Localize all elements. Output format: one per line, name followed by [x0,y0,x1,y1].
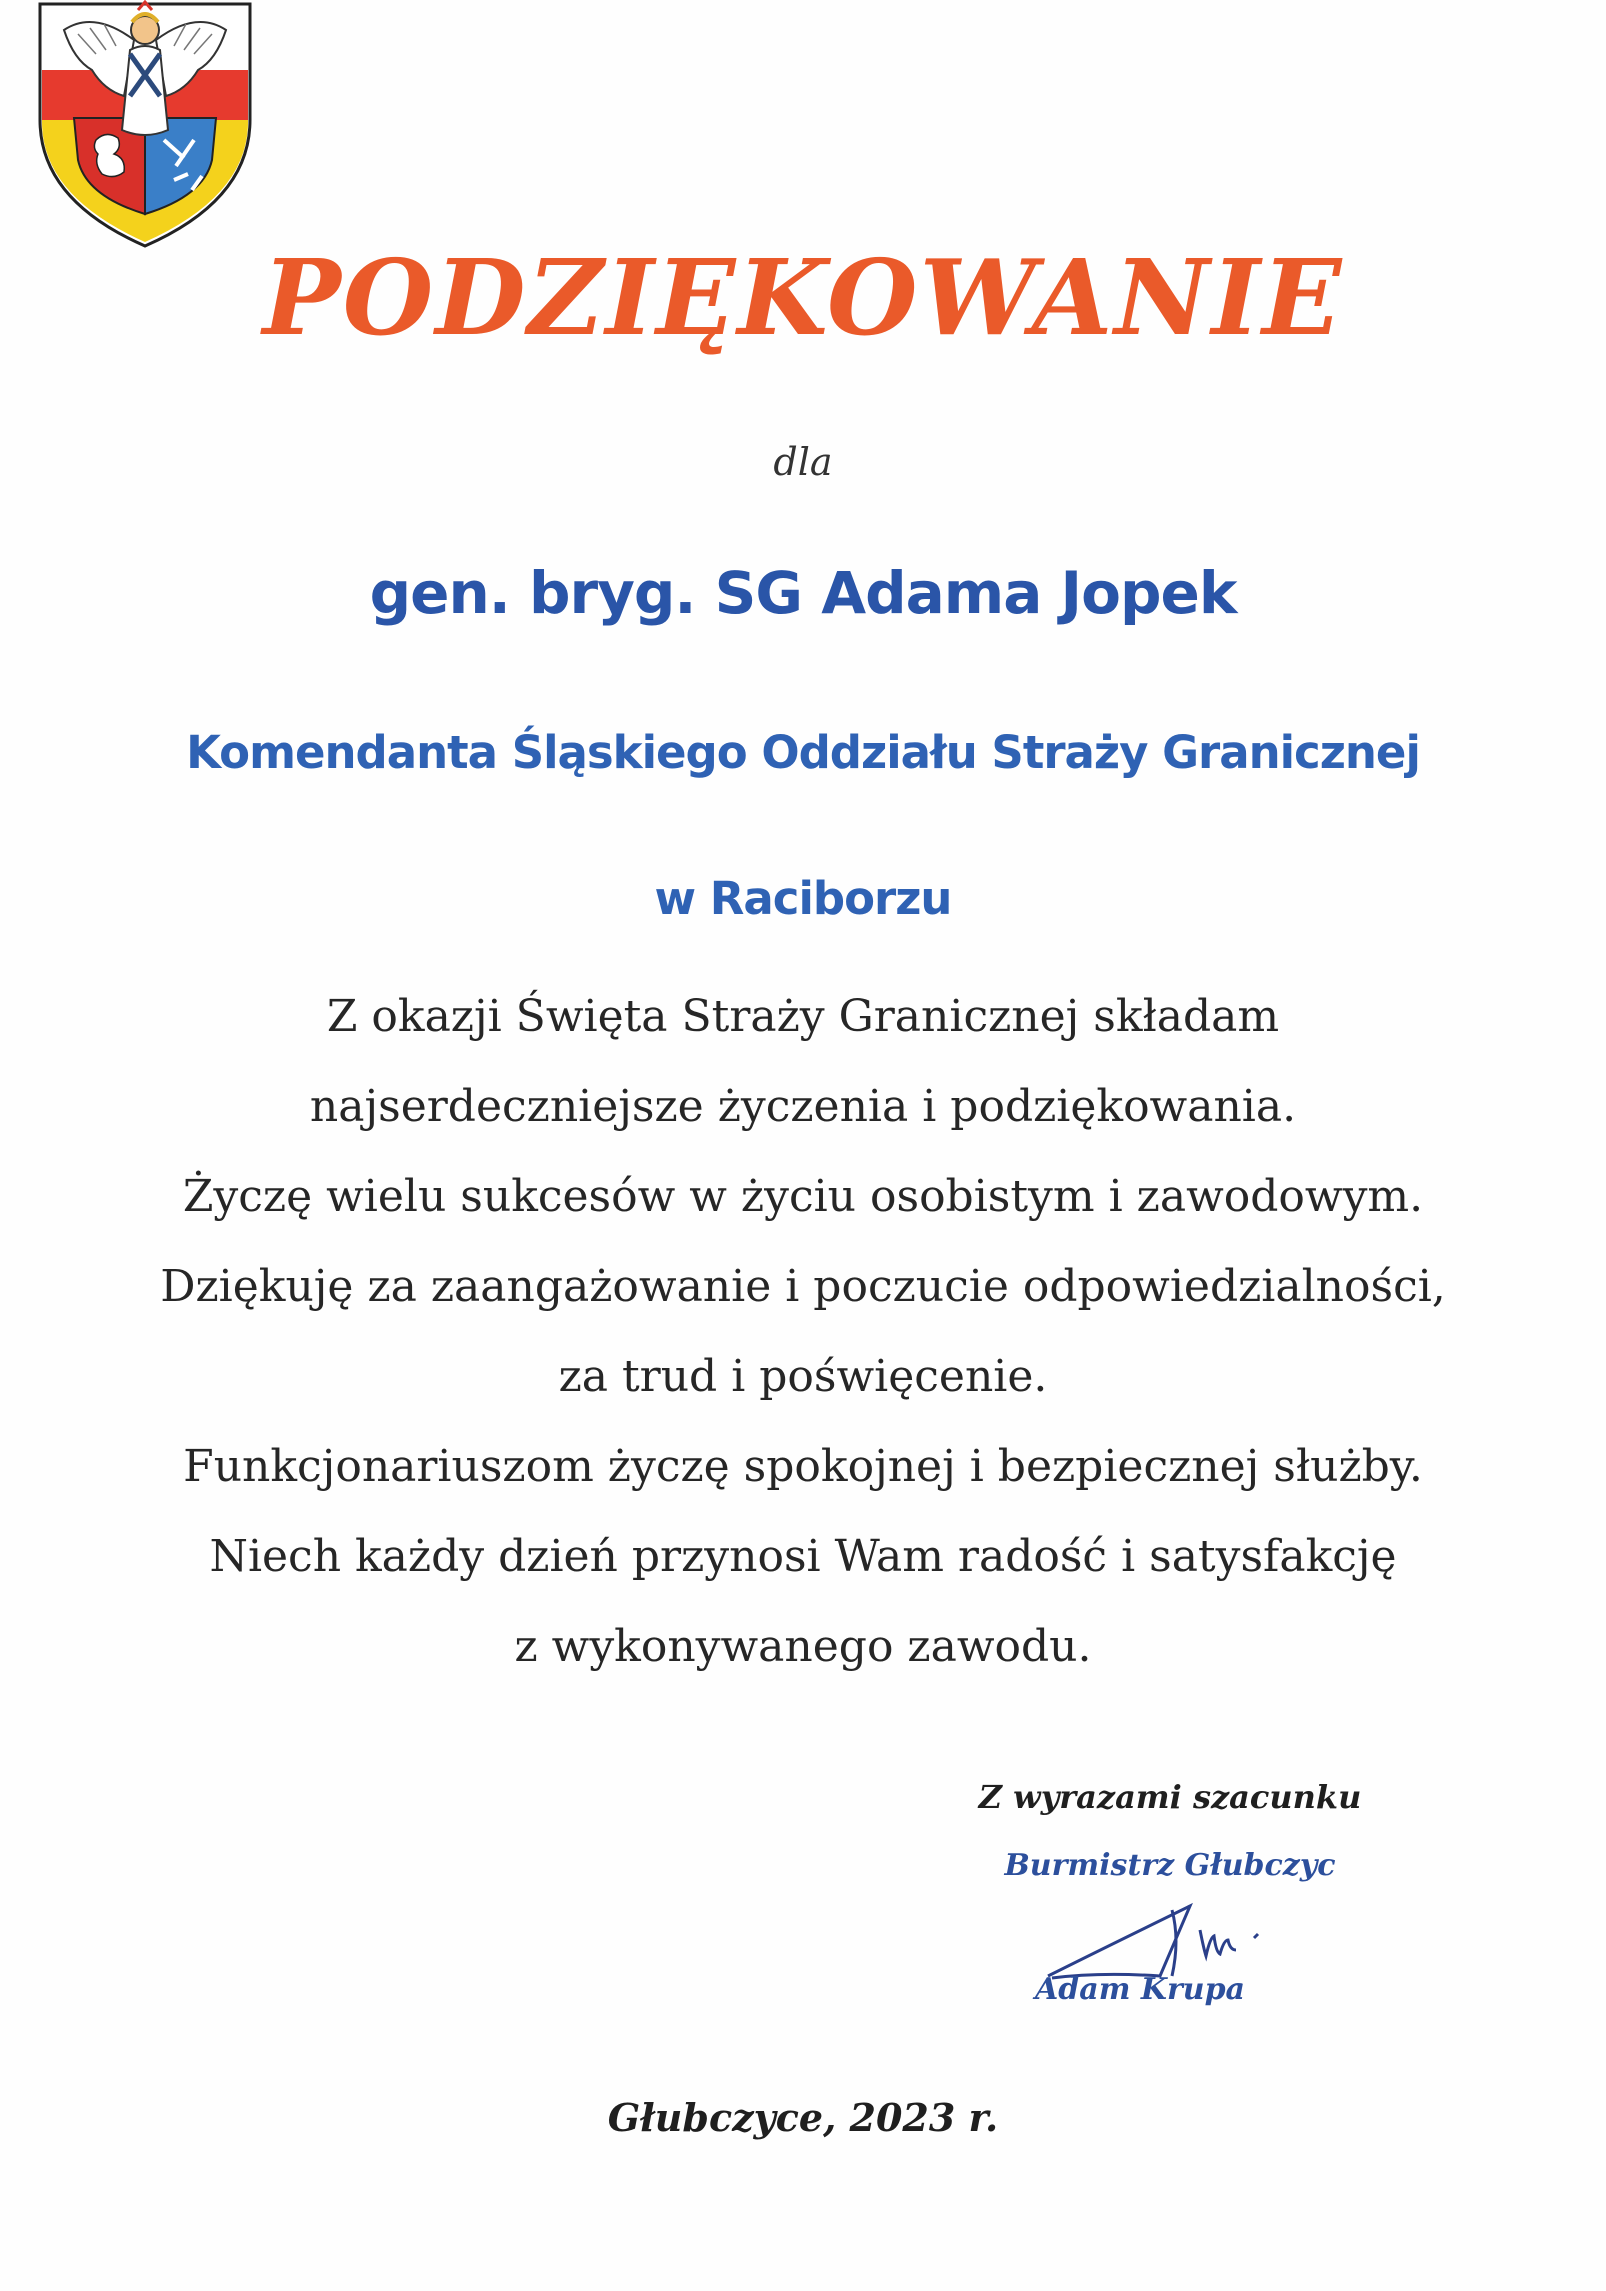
message-line: Dziękuję za zaangażowanie i poczucie odpowiedzialności, [160,1261,1446,1312]
message-line: za trud i poświęcenie. [558,1351,1048,1402]
stamp-office: Burmistrz Głubczyc [1004,1848,1336,1883]
message-line: najserdeczniejsze życzenia i podziękowania. [309,1081,1297,1132]
city-coat-of-arms-icon [34,0,256,250]
message-body [0,972,1606,1692]
stamp-name: Adam Krupa [1035,1972,1245,2007]
recipient-name: gen. bryg. SG Adama Jopek [369,559,1237,627]
place-and-date: Głubczyce, 2023 r. [607,2095,999,2140]
message-line: Niech każdy dzień przynosi Wam radość i satysfakcję [209,1531,1397,1582]
message-line: Życzę wielu sukcesów w życiu osobistym i zawodowym. [182,1171,1424,1222]
for-label: dla [773,440,833,484]
recipient-position: Komendanta Śląskiego Oddziału Straży Granicznej [186,726,1420,779]
message-line: Z okazji Święta Straży Granicznej składam [326,991,1280,1042]
page-title: PODZIĘKOWANIE [262,236,1344,359]
closing-phrase: Z wyrazami szacunku [978,1778,1362,1816]
message-line: Funkcjonariuszom życzę spokojnej i bezpiecznej służby. [183,1441,1423,1492]
message-line: z wykonywanego zawodu. [514,1621,1092,1672]
recipient-place: w Raciborzu [654,872,952,925]
